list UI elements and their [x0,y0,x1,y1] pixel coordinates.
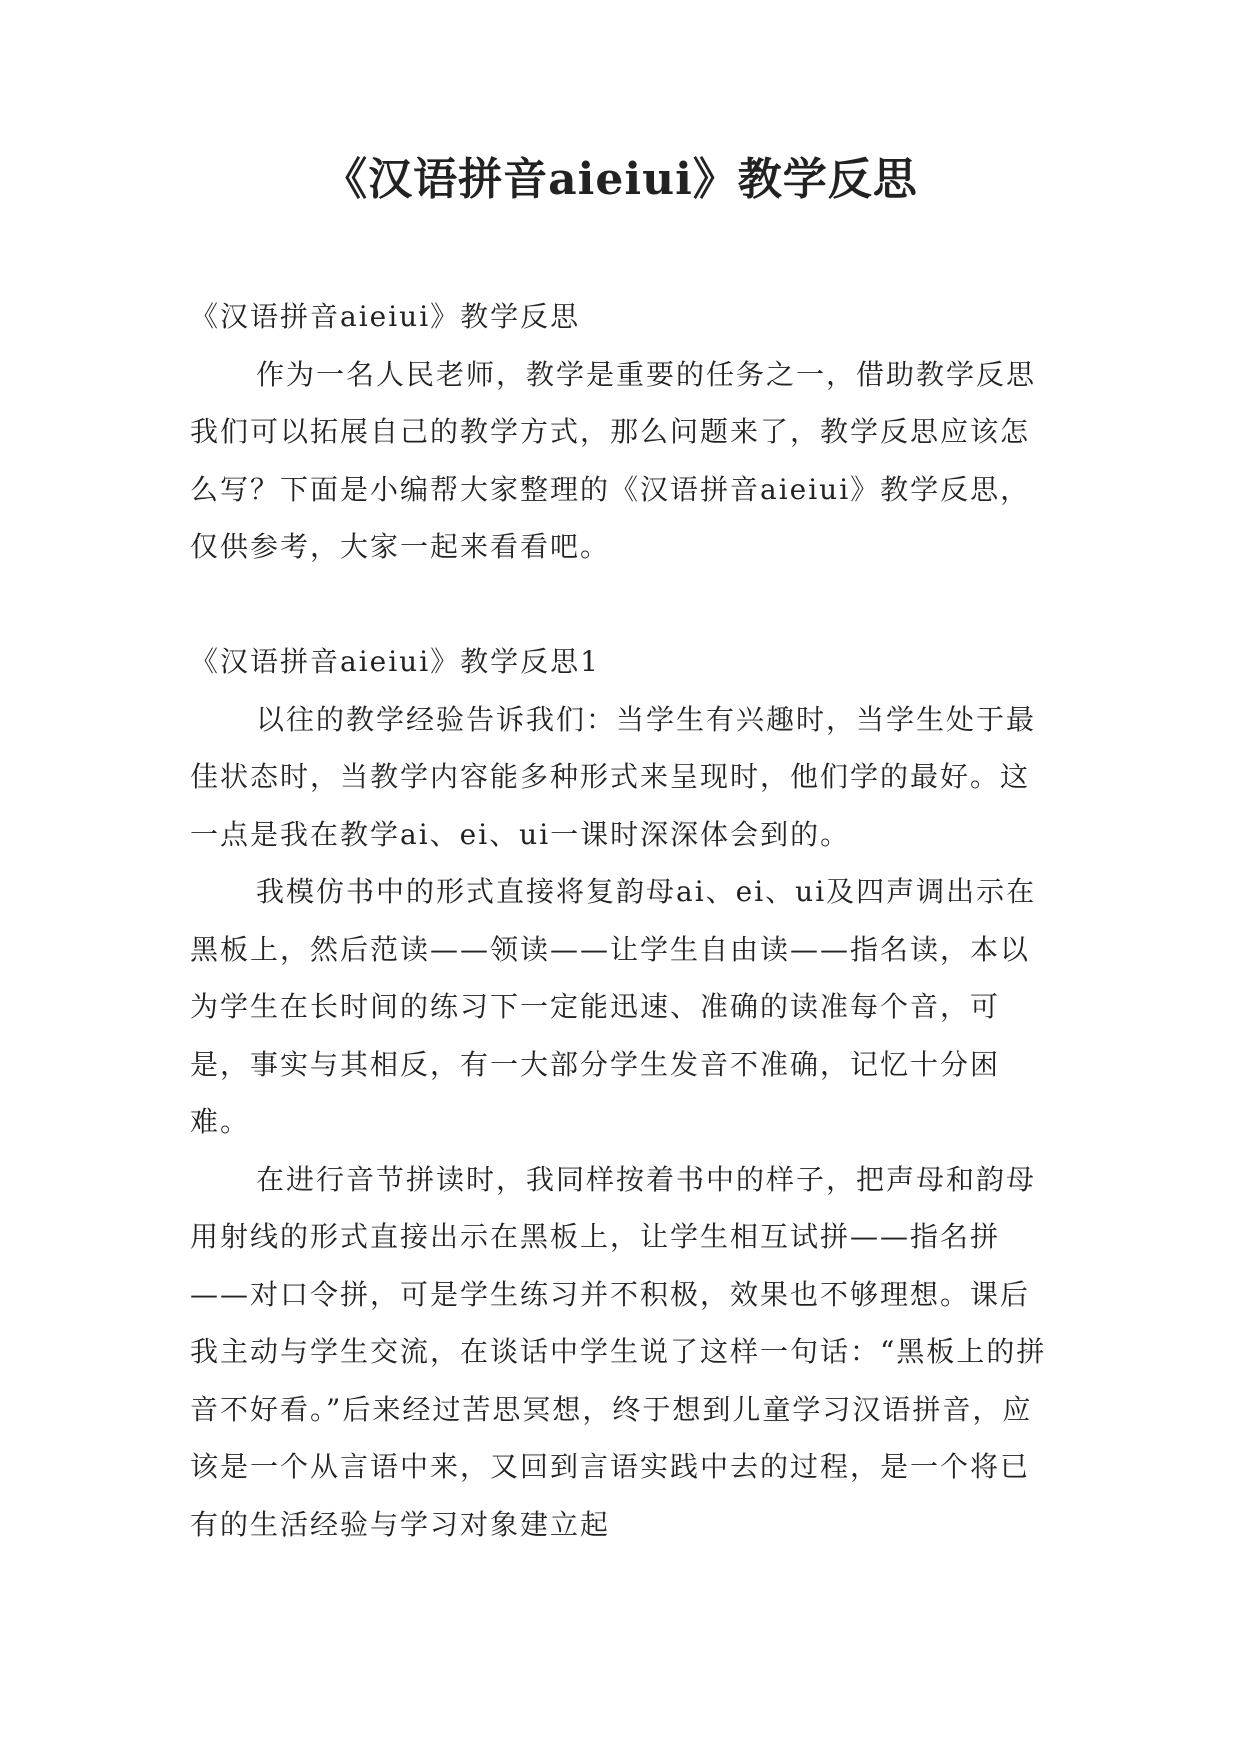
body-paragraph: 在进行音节拼读时，我同样按着书中的样子，把声母和韵母用射线的形式直接出示在黑板上，让学生相互试拼——指名拼——对口令拼，可是学生练习并不积极，效果也不够理想。课后我主动与学生交流，在谈话中学生说了这样一句话：“黑板上的拼音不好看。”后来经过苦思冥想，终于想到儿童学习汉语拼音，应该是一个从言语中来，又回到言语实践中去的过程，是一个将已有的生活经验与学习对象建立起 [190,1162,1047,1541]
section-spacer [190,576,1050,634]
document-title: 《汉语拼音aieiui》教学反思 [323,154,918,205]
body-paragraph: 以往的教学经验告诉我们：当学生有兴趣时，当学生处于最佳状态时，当教学内容能多种形式来呈现时，他们学的最好。这一点是我在教学ai、ei、ui一课时深深体会到的。 [190,702,1037,851]
document-body [190,288,1050,1553]
intro-paragraph: 作为一名人民老师，教学是重要的任务之一，借助教学反思我们可以拓展自己的教学方式，那么问题来了，教学反思应该怎么写？下面是小编帮大家整理的《汉语拼音aieiui》教学反思，仅供参考，大家一起来看看吧。 [190,357,1037,563]
section-heading: 《汉语拼音aieiui》教学反思1 [190,645,600,678]
intro-heading: 《汉语拼音aieiui》教学反思 [190,300,581,333]
body-paragraph: 我模仿书中的形式直接将复韵母ai、ei、ui及四声调出示在黑板上，然后范读——领读——让学生自由读——指名读，本以为学生在长时间的练习下一定能迅速、准确的读准每个音，可是，事实与其相反，有一大部分学生发音不准确，记忆十分困难。 [190,875,1037,1138]
